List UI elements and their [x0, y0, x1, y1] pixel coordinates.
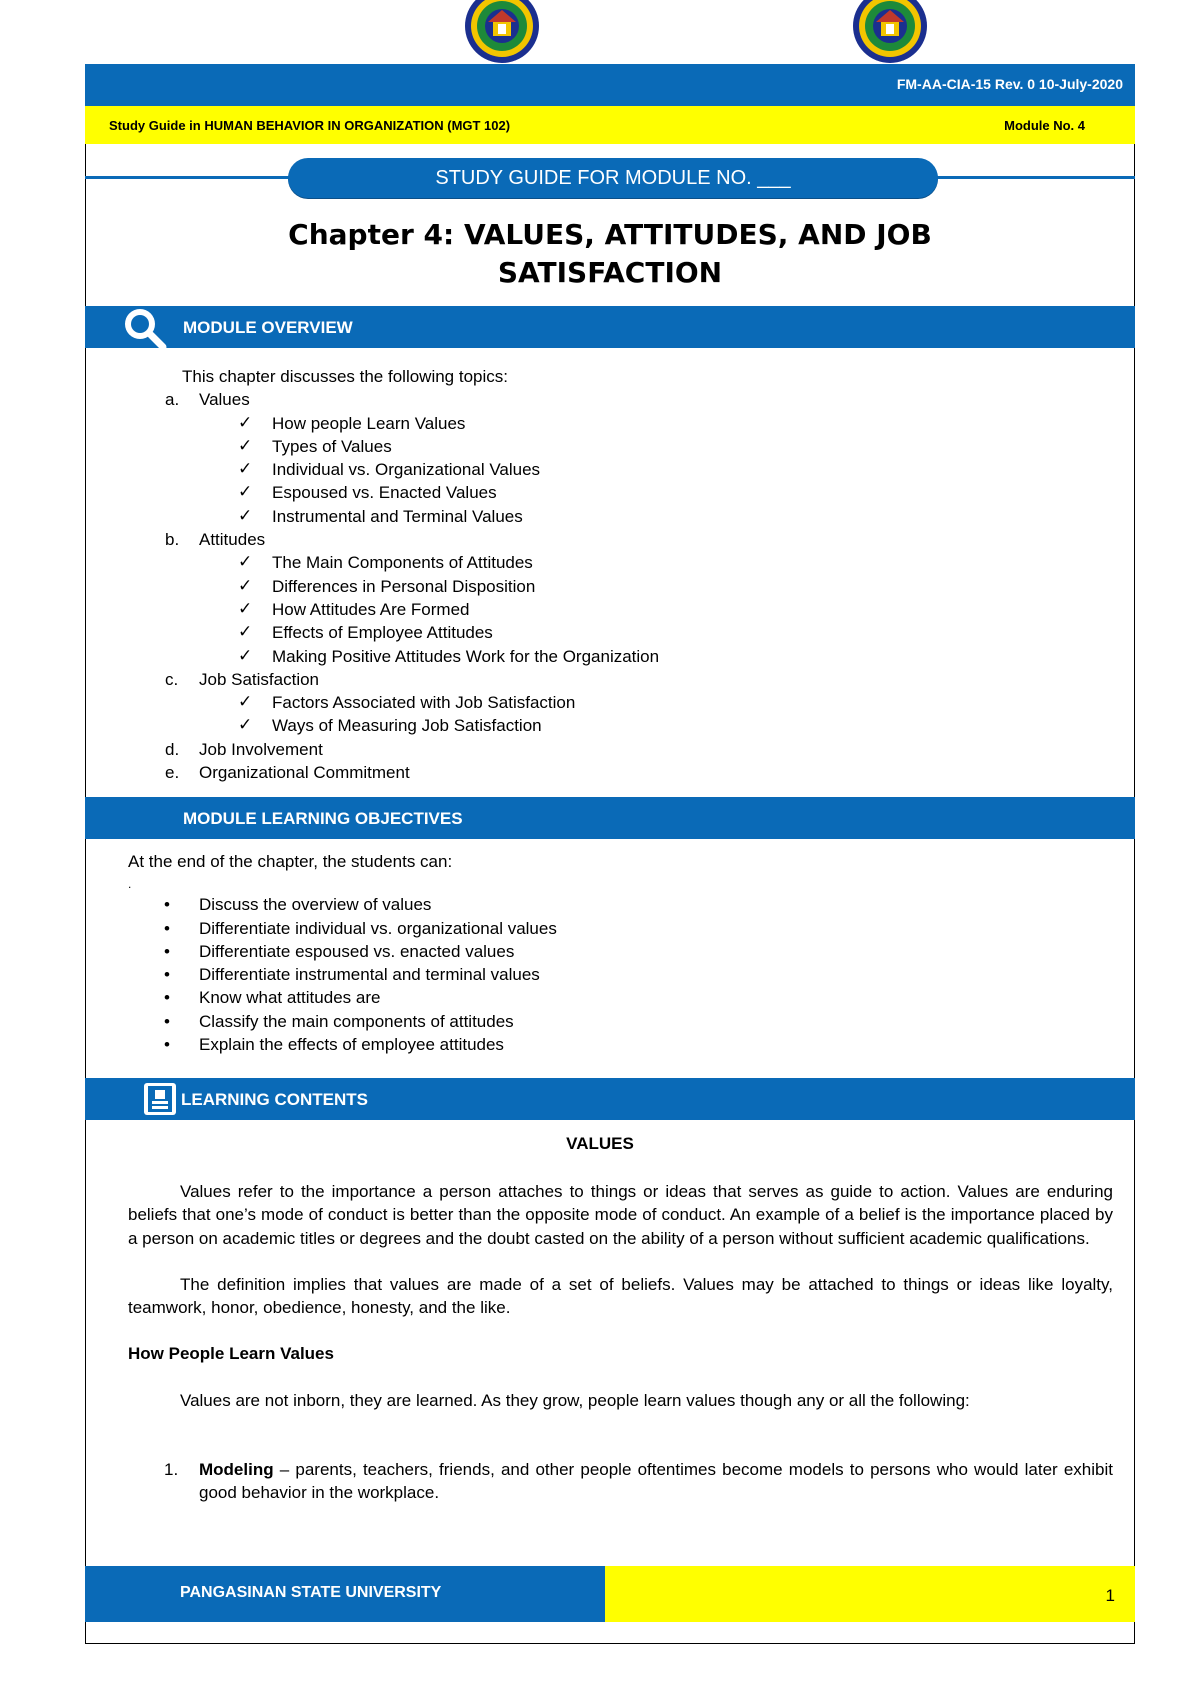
- subtopic-label: Individual vs. Organizational Values: [272, 460, 541, 480]
- objectives-list: [0, 850, 1200, 1056]
- subtopic-label: The Main Components of Attitudes: [272, 553, 533, 573]
- topic-marker: c.: [165, 669, 179, 689]
- study-guide-banner: STUDY GUIDE FOR MODULE NO. ___: [288, 158, 938, 198]
- subtopic-item: [0, 575, 1200, 598]
- topic-marker: b.: [165, 530, 180, 550]
- check-mark-icon: ✓: [238, 575, 253, 596]
- topic-label: Job Satisfaction: [199, 669, 320, 689]
- chapter-title-line1: Chapter 4: VALUES, ATTITUDES, AND JOB: [288, 218, 932, 251]
- check-mark-icon: ✓: [238, 435, 253, 456]
- check-mark-icon: ✓: [238, 715, 253, 736]
- objective-item: [0, 963, 1200, 986]
- check-mark-icon: ✓: [238, 412, 253, 433]
- objective-item: [0, 917, 1200, 940]
- subtopic-label: Instrumental and Terminal Values: [272, 506, 523, 526]
- bullet-icon: •: [164, 1035, 170, 1055]
- bullet-icon: •: [164, 1011, 170, 1031]
- topic-label: Attitudes: [199, 530, 266, 550]
- subtopic-label: How Attitudes Are Formed: [272, 599, 470, 619]
- topic-marker: e.: [165, 763, 180, 783]
- values-beliefs-paragraph: The definition implies that values are made of a set of beliefs. Values may be attached to things or ideas like loyalty, teamwork, honor, obedience, honesty, and the like.: [128, 1275, 1113, 1318]
- objective-label: Explain the effects of employee attitudes: [199, 1035, 504, 1055]
- form-code: FM-AA-CIA-15 Rev. 0 10-July-2020: [896, 76, 1123, 92]
- topic-item: [0, 388, 1200, 411]
- objective-label: Discuss the overview of values: [199, 895, 432, 915]
- objectives-intro: At the end of the chapter, the students can:: [128, 852, 453, 871]
- subtopic-item: [0, 435, 1200, 458]
- check-mark-icon: ✓: [238, 622, 253, 643]
- objective-label: Differentiate individual vs. organizational values: [199, 918, 557, 938]
- check-mark-icon: ✓: [238, 552, 253, 573]
- subtopic-label: Effects of Employee Attitudes: [272, 623, 493, 643]
- topic-label: Values: [199, 390, 250, 410]
- subtopic-item: [0, 551, 1200, 574]
- values-title: VALUES: [566, 1134, 634, 1153]
- footer-blue-bar: [85, 1566, 605, 1622]
- module-overview-heading: MODULE OVERVIEW: [183, 318, 353, 337]
- objective-item: [0, 1010, 1200, 1033]
- objective-label: Differentiate espoused vs. enacted values: [199, 941, 515, 961]
- subtopic-item: [0, 598, 1200, 621]
- bullet-icon: •: [164, 941, 170, 961]
- subtopic-item: [0, 691, 1200, 714]
- subtopic-item: [0, 458, 1200, 481]
- header-yellow-bar: [85, 106, 1135, 144]
- objective-item: [0, 986, 1200, 1009]
- modeling-text: – parents, teachers, friends, and other people oftentimes become models to persons who would later exhibit good behavior in the workplace.: [199, 1460, 1113, 1503]
- learning-objectives-heading: MODULE LEARNING OBJECTIVES: [183, 809, 463, 828]
- subtopic-label: Making Positive Attitudes Work for the Organization: [272, 646, 660, 666]
- check-mark-icon: ✓: [238, 482, 253, 503]
- topic-item: [0, 761, 1200, 784]
- check-mark-icon: ✓: [238, 692, 253, 713]
- header-blue-bar: [85, 64, 1135, 106]
- subtopic-label: Espoused vs. Enacted Values: [272, 483, 497, 503]
- study-guide-title: Study Guide in HUMAN BEHAVIOR IN ORGANIZATION (MGT 102): [109, 118, 511, 133]
- subtopic-item: [0, 412, 1200, 435]
- university-seal-logo-left: [458, 0, 546, 64]
- learning-contents-bar: [85, 1078, 1135, 1120]
- module-number: Module No. 4: [1004, 118, 1085, 133]
- objective-item: [0, 893, 1200, 916]
- topic-marker: d.: [165, 739, 180, 759]
- footer-yellow-bar: [605, 1566, 1135, 1622]
- topic-label: Job Involvement: [199, 739, 323, 759]
- objective-label: Know what attitudes are: [199, 988, 381, 1008]
- topic-item: [0, 528, 1200, 551]
- overview-intro: This chapter discusses the following topics:: [182, 367, 508, 386]
- how-people-learn-values-heading: How People Learn Values: [128, 1344, 334, 1363]
- subtopic-label: Ways of Measuring Job Satisfaction: [272, 716, 542, 736]
- values-definition-paragraph: Values refer to the importance a person attaches to things or ideas that serves as guide to action. Values are enduring beliefs that one’s mode of conduct is better than the opposite mode of conduct. An example of a belief is the importance placed by a person on academic titles or degrees and the doubt casted on the ability of a person without sufficient academic qualifications.: [128, 1182, 1113, 1248]
- university-seal-logo-right: [846, 0, 934, 64]
- subtopic-label: Factors Associated with Job Satisfaction: [272, 693, 576, 713]
- subtopic-item: [0, 621, 1200, 644]
- chapter-title-line2: SATISFACTION: [497, 256, 723, 289]
- learning-objectives-bar: [85, 797, 1135, 839]
- subtopic-item: [0, 645, 1200, 668]
- bullet-icon: •: [164, 918, 170, 938]
- subtopic-label: Types of Values: [272, 436, 392, 456]
- page-number: 1: [1105, 1586, 1115, 1605]
- numbered-marker: 1.: [164, 1460, 179, 1479]
- module-overview-bar: [85, 306, 1135, 348]
- topic-label: Organizational Commitment: [199, 763, 410, 783]
- topic-marker: a.: [165, 390, 180, 410]
- bullet-icon: •: [164, 895, 170, 915]
- stray-period: .: [128, 877, 132, 892]
- subtopic-label: How people Learn Values: [272, 413, 466, 433]
- topic-item: [0, 668, 1200, 691]
- subtopic-item: [0, 714, 1200, 737]
- modeling-term: Modeling: [199, 1460, 274, 1479]
- overview-list: [0, 365, 1200, 784]
- subtopic-item: [0, 505, 1200, 528]
- values-learned-paragraph: Values are not inborn, they are learned. As they grow, people learn values though any or all the following:: [180, 1391, 970, 1410]
- objective-item: [0, 1033, 1200, 1056]
- check-mark-icon: ✓: [238, 505, 253, 526]
- objective-label: Differentiate instrumental and terminal values: [199, 965, 540, 985]
- chapter-title: [85, 216, 1135, 292]
- topic-item: [0, 738, 1200, 761]
- magnifier-icon: [121, 304, 167, 350]
- bullet-icon: •: [164, 988, 170, 1008]
- bullet-icon: •: [164, 965, 170, 985]
- objective-label: Classify the main components of attitudes: [199, 1011, 514, 1031]
- check-mark-icon: ✓: [238, 645, 253, 666]
- subtopic-label: Differences in Personal Disposition: [272, 576, 536, 596]
- check-mark-icon: ✓: [238, 598, 253, 619]
- subtopic-item: [0, 481, 1200, 504]
- check-mark-icon: ✓: [238, 459, 253, 480]
- university-name: PANGASINAN STATE UNIVERSITY: [180, 1584, 442, 1601]
- objective-item: [0, 940, 1200, 963]
- document-icon: [143, 1082, 177, 1116]
- learning-contents-heading: LEARNING CONTENTS: [181, 1090, 368, 1109]
